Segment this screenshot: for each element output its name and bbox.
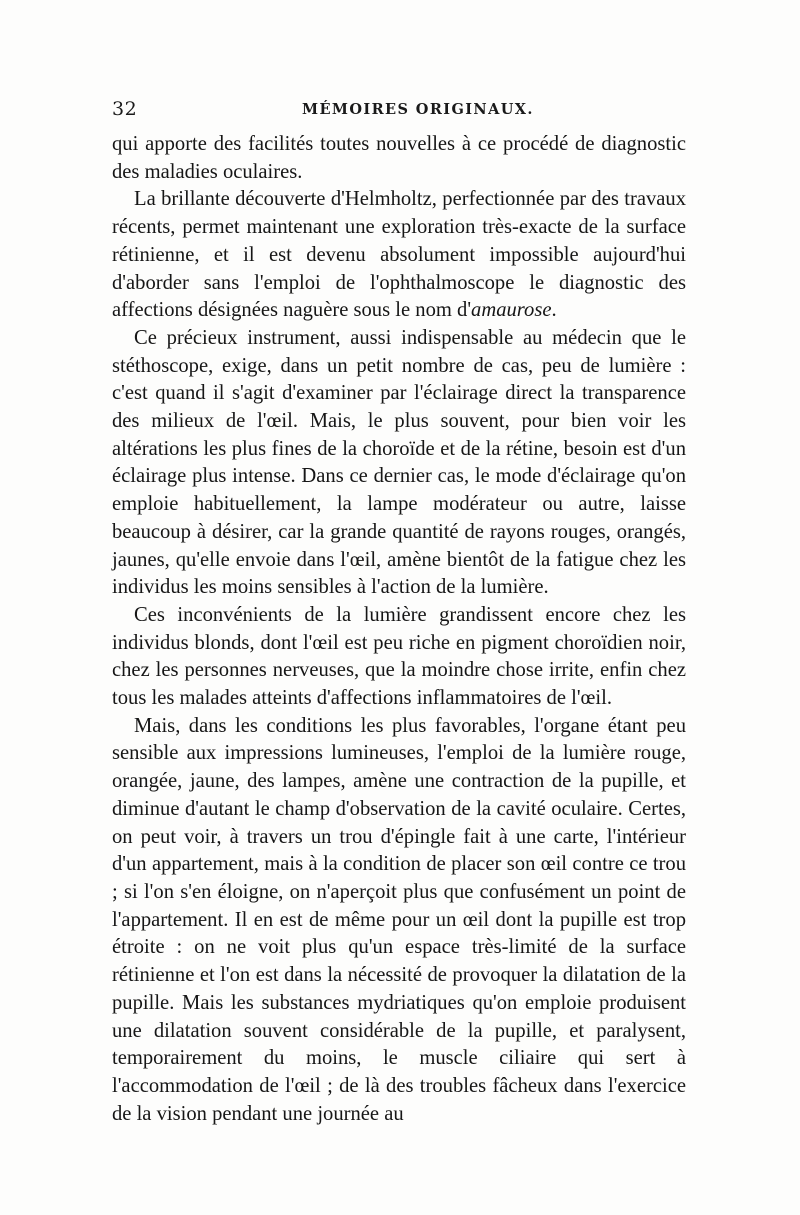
paragraph-2-text: La brillante découverte d'Helmholtz, perfectionnée par des travaux récents, permet maintenant une exploration très-exacte de la surface rétinienne, et il est devenu absolument impossible aujourd'hui d'aborder sans l'emploi de l'ophthalmoscope le diagnostic des affections désignées naguère sous le nom d' — [112, 188, 686, 322]
page-number: 32 — [112, 98, 138, 120]
paragraph-1: qui apporte des facilités toutes nouvelles à ce procédé de diagnostic des maladies oculaires. — [112, 133, 686, 183]
paragraph-3: Ce précieux instrument, aussi indispensable au médecin que le stéthoscope, exige, dans un petit nombre de cas, peu de lumière : c'est quand il s'agit d'examiner par l'éclairage direct la transparence des milieux de l'œil. Mais, le plus souvent, pour bien voir les altérations les plus fines de la choroïde et de la rétine, besoin est d'un éclairage plus intense. Dans ce dernier cas, le mode d'éclairage qu'on emploie habituellement, la lampe modérateur ou autre, laisse beaucoup à désirer, car la grande quantité de rayons rouges, orangés, jaunes, qu'elle envoie dans l'œil, amène bientôt de la fatigue chez les individus les moins sensibles à l'action de la lumière. — [112, 326, 686, 599]
body-text — [112, 131, 686, 1128]
paragraph-2-end: . — [551, 299, 557, 322]
italic-term-amaurose: amaurose — [471, 299, 552, 322]
paragraph-4: Ces inconvénients de la lumière grandissent encore chez les individus blonds, dont l'œil est peu riche en pigment choroïdien noir, chez les personnes nerveuses, que la moindre chose irrite, enfin chez tous les malades atteints d'affections inflammatoires de l'œil. — [112, 603, 686, 710]
page-header — [112, 98, 686, 128]
running-head: MÉMOIRES ORIGINAUX. — [302, 101, 534, 118]
paragraph-2 — [112, 186, 686, 325]
paragraph-5: Mais, dans les conditions les plus favorables, l'organe étant peu sensible aux impressions lumineuses, l'emploi de la lumière rouge, orangée, jaune, des lampes, amène une contraction de la pupille, et diminue d'autant le champ d'observation de la cavité oculaire. Certes, on peut voir, à travers un trou d'épingle fait à une carte, l'intérieur d'un appartement, mais à la condition de placer son œil contre ce trou ; si l'on s'en éloigne, on n'aperçoit plus que confusément un point de l'appartement. Il en est de même pour un œil dont la pupille est trop étroite : on ne voit plus qu'un espace très-limité de la surface rétinienne et l'on est dans la nécessité de provoquer la dilatation de la pupille. Mais les substances mydriatiques qu'on emploie produisent une dilatation souvent considérable de la pupille, et paralysent, temporairement du moins, le muscle ciliaire qui sert à l'accommodation de l'œil ; de là des troubles fâcheux dans l'exercice de la vision pendant une journée au — [112, 714, 686, 1125]
